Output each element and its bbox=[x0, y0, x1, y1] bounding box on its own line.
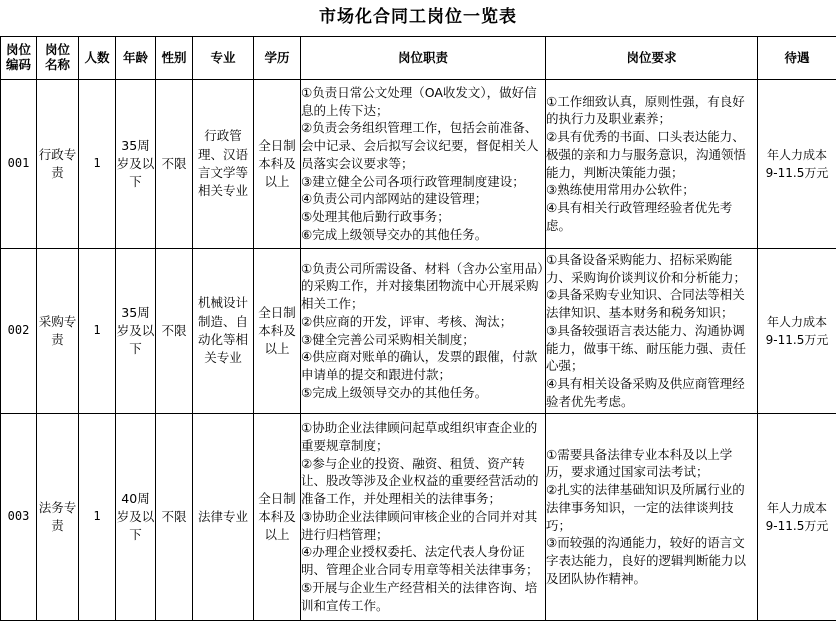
column-header-requirements: 岗位要求 bbox=[546, 36, 758, 79]
salary-label: 年人力成本 bbox=[758, 313, 836, 331]
salary-value: 9-11.5万元 bbox=[758, 331, 836, 349]
job-positions-table bbox=[0, 36, 836, 621]
column-header-education: 学历 bbox=[254, 36, 301, 79]
cell-age: 40周岁及以下 bbox=[116, 413, 156, 620]
duty-item: ②参与企业的投资、融资、租赁、资产转让、股改等涉及企业权益的重要经营活动的准备工作，并处理相关的法律事务； bbox=[301, 455, 545, 508]
column-header-code bbox=[1, 36, 37, 79]
cell-salary bbox=[758, 79, 836, 248]
salary-label: 年人力成本 bbox=[758, 499, 836, 517]
requirement-item: ④具有相关行政管理经验者优先考虑。 bbox=[546, 199, 757, 235]
column-header-duties: 岗位职责 bbox=[301, 36, 546, 79]
cell-name: 采购专责 bbox=[37, 248, 79, 413]
duty-item: ②负责会务组织管理工作，包括会前准备、会中记录、会后拟写会议纪要，督促相关人员落实会议要求等； bbox=[301, 119, 545, 172]
cell-major: 行政管理、汉语言文学等相关专业 bbox=[193, 79, 254, 248]
requirement-item: ④具有相关设备采购及供应商管理经验者优先考虑。 bbox=[546, 375, 757, 411]
table-body bbox=[1, 79, 836, 620]
cell-count: 1 bbox=[79, 79, 116, 248]
column-header-gender: 性别 bbox=[156, 36, 193, 79]
column-header-age: 年龄 bbox=[116, 36, 156, 79]
requirement-item: ②具有优秀的书面、口头表达能力、极强的亲和力与服务意识，沟通领悟能力，判断决策能力强； bbox=[546, 128, 757, 181]
column-header-code-line2: 编码 bbox=[6, 57, 31, 72]
table-row bbox=[1, 413, 836, 620]
cell-education: 全日制本科及以上 bbox=[254, 79, 301, 248]
table-header-row bbox=[1, 36, 836, 79]
cell-education: 全日制本科及以上 bbox=[254, 413, 301, 620]
column-header-name-line1: 岗位 bbox=[45, 42, 70, 57]
cell-salary bbox=[758, 413, 836, 620]
column-header-salary: 待遇 bbox=[758, 36, 836, 79]
duty-item: ②供应商的开发，评审、考核、淘汰； bbox=[301, 313, 545, 331]
salary-value: 9-11.5万元 bbox=[758, 517, 836, 535]
requirement-item: ③而较强的沟通能力，较好的语言文字表达能力，良好的逻辑判断能力以及团队协作精神。 bbox=[546, 534, 757, 587]
column-header-name-line2: 名称 bbox=[45, 57, 70, 72]
table-header bbox=[1, 36, 836, 79]
column-header-code-line1: 岗位 bbox=[6, 42, 31, 57]
cell-requirements bbox=[546, 413, 758, 620]
requirement-item: ③具备较强语言表达能力、沟通协调能力，做事干练、耐压能力强、责任心强； bbox=[546, 322, 757, 375]
cell-name: 行政专责 bbox=[37, 79, 79, 248]
cell-age: 35周岁及以下 bbox=[116, 248, 156, 413]
duty-item: ⑤开展与企业生产经营相关的法律咨询、培训和宣传工作。 bbox=[301, 579, 545, 615]
cell-education: 全日制本科及以上 bbox=[254, 248, 301, 413]
duty-item: ①负责日常公文处理（OA收发文），做好信息的上传下达； bbox=[301, 84, 545, 120]
cell-duties bbox=[301, 79, 546, 248]
salary-value: 9-11.5万元 bbox=[758, 164, 836, 182]
cell-age: 35周岁及以下 bbox=[116, 79, 156, 248]
table-row bbox=[1, 248, 836, 413]
cell-major: 法律专业 bbox=[193, 413, 254, 620]
cell-code: 002 bbox=[1, 248, 37, 413]
requirement-item: ①具备设备采购能力、招标采购能力、采购询价谈判议价和分析能力； bbox=[546, 251, 757, 287]
cell-name: 法务专责 bbox=[37, 413, 79, 620]
cell-gender: 不限 bbox=[156, 413, 193, 620]
requirement-item: ②扎实的法律基础知识及所属行业的法律事务知识，一定的法律谈判技巧； bbox=[546, 481, 757, 534]
duty-item: ①负责公司所需设备、材料（含办公室用品）的采购工作，并对接集团物流中心开展采购相关工作； bbox=[301, 260, 545, 313]
cell-count: 1 bbox=[79, 248, 116, 413]
cell-requirements bbox=[546, 79, 758, 248]
cell-gender: 不限 bbox=[156, 79, 193, 248]
requirement-item: ③熟练使用常用办公软件； bbox=[546, 181, 757, 199]
duty-item: ④办理企业授权委托、法定代表人身份证明、管理企业合同专用章等相关法律事务； bbox=[301, 543, 545, 579]
cell-code: 003 bbox=[1, 413, 37, 620]
table-row bbox=[1, 79, 836, 248]
duty-item: ④供应商对账单的确认，发票的跟催，付款申请单的提交和跟进付款； bbox=[301, 348, 545, 384]
duty-item: ⑤处理其他后勤行政事务； bbox=[301, 208, 545, 226]
duty-item: ⑥完成上级领导交办的其他任务。 bbox=[301, 226, 545, 244]
requirement-item: ①工作细致认真，原则性强，有良好的执行力及职业素养； bbox=[546, 93, 757, 129]
column-header-name bbox=[37, 36, 79, 79]
cell-gender: 不限 bbox=[156, 248, 193, 413]
cell-count: 1 bbox=[79, 413, 116, 620]
duty-item: ③健全完善公司采购相关制度； bbox=[301, 331, 545, 349]
column-header-major: 专业 bbox=[193, 36, 254, 79]
duty-item: ⑤完成上级领导交办的其他任务。 bbox=[301, 384, 545, 402]
duty-item: ④负责公司内部网站的建设管理； bbox=[301, 190, 545, 208]
cell-duties bbox=[301, 248, 546, 413]
duty-item: ③协助企业法律顾问审核企业的合同并对其进行归档管理； bbox=[301, 508, 545, 544]
salary-label: 年人力成本 bbox=[758, 146, 836, 164]
cell-code: 001 bbox=[1, 79, 37, 248]
requirement-item: ①需要具备法律专业本科及以上学历，要求通过国家司法考试； bbox=[546, 446, 757, 482]
duty-item: ①协助企业法律顾问起草或组织审查企业的重要规章制度； bbox=[301, 419, 545, 455]
column-header-count: 人数 bbox=[79, 36, 116, 79]
cell-salary bbox=[758, 248, 836, 413]
page-title: 市场化合同工岗位一览表 bbox=[0, 0, 836, 36]
duty-item: ③建立健全公司各项行政管理制度建设； bbox=[301, 173, 545, 191]
cell-duties bbox=[301, 413, 546, 620]
cell-requirements bbox=[546, 248, 758, 413]
cell-major: 机械设计制造、自动化等相关专业 bbox=[193, 248, 254, 413]
requirement-item: ②具备采购专业知识、合同法等相关法律知识、基本财务和税务知识； bbox=[546, 286, 757, 322]
